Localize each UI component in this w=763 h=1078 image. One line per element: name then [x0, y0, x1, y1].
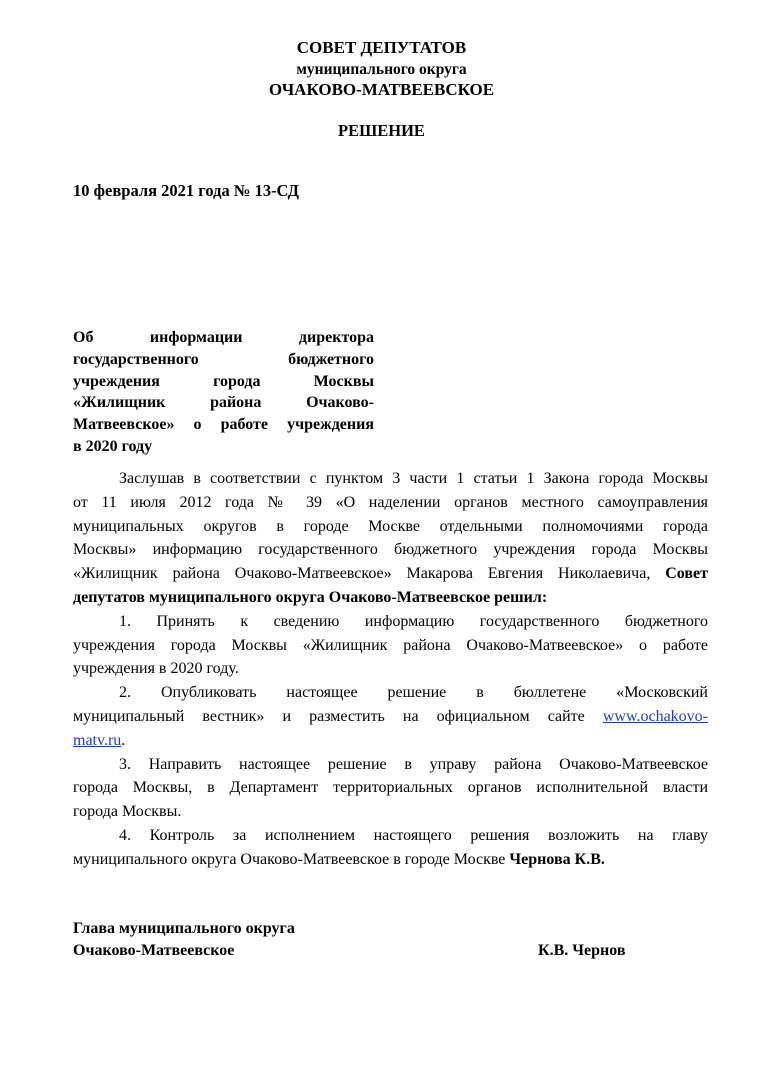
decision-title [73, 327, 374, 458]
decision-body [73, 467, 708, 872]
district-type-heading: муниципального округа [296, 61, 467, 78]
resolution-phrase: депутатов муниципального округа Очаково-Матвеевское решил: [73, 588, 548, 606]
item-2-line: 2. Опубликовать настоящее решение в бюллетене «Московский [119, 684, 708, 702]
body-line: от 11 июля 2012 года № 39 «О наделении органов местного самоуправления [73, 493, 708, 511]
item-4-line: 4. Контроль за исполнением настоящего решения возложить на главу [119, 826, 708, 844]
body-line: Заслушав в соответствии с пунктом 3 части 1 статьи 1 Закона города Москвы [119, 470, 708, 487]
item-2-line [73, 729, 708, 753]
responsible-person: Чернова К.В. [509, 850, 605, 868]
signature-name: К.В. Чернов [538, 942, 626, 959]
body-line: муниципальных округов в городе Москве отдельными полномочиями города [73, 517, 708, 535]
document-type-heading: РЕШЕНИЕ [338, 121, 425, 140]
title-line: «Жилищник района Очаково- [73, 394, 374, 412]
title-line: учреждения города Москвы [73, 372, 374, 390]
title-line: государственного бюджетного [73, 350, 374, 368]
title-line: Об информации директора [73, 329, 374, 346]
body-line-text: «Жилищник района Очаково-Матвеевское» Макарова Евгения Николаевича, [73, 565, 651, 583]
item-3-line: города Москвы, в Департамент территориальных органов исполнительной власти [73, 779, 708, 797]
council-heading: СОВЕТ ДЕПУТАТОВ [296, 38, 467, 57]
item-2-period: . [121, 731, 126, 749]
title-line: в 2020 году [73, 437, 153, 455]
item-1-line: 1. Принять к сведению информацию государственного бюджетного [119, 612, 708, 630]
body-line [73, 586, 708, 610]
website-link-continued[interactable]: matv.ru [73, 731, 122, 749]
body-line: Москвы» информацию государственного бюджетного учреждения города Москвы [73, 541, 708, 559]
item-1-line: учреждения города Москвы «Жилищник района Очаково-Матвеевское» о работе [73, 636, 708, 654]
item-3-line: 3. Направить настоящее решение в управу района Очаково-Матвеевское [119, 755, 708, 773]
item-2-line [73, 705, 708, 729]
body-line-bold: Совет [665, 565, 709, 583]
signature-position-line-2: Очаково-Матвеевское [73, 942, 235, 959]
signature-position-line-1: Глава муниципального округа [73, 920, 295, 937]
website-link[interactable]: www.ochakovo- [602, 707, 708, 725]
item-4-text: муниципального округа Очаково-Матвеевское в городе Москве [73, 850, 506, 868]
item-2-text: муниципальный вестник» и разместить на официальном сайте [73, 707, 585, 725]
body-line [73, 562, 708, 586]
item-3-line: города Москвы. [73, 803, 182, 821]
item-4-line [73, 848, 708, 872]
district-name-heading: ОЧАКОВО-МАТВЕЕВСКОЕ [268, 80, 495, 99]
decision-date-number: 10 февраля 2021 года № 13-СД [73, 181, 300, 200]
title-line: Матвеевское» о работе учреждения [73, 416, 374, 434]
item-1-line: учреждения в 2020 году. [73, 660, 239, 678]
